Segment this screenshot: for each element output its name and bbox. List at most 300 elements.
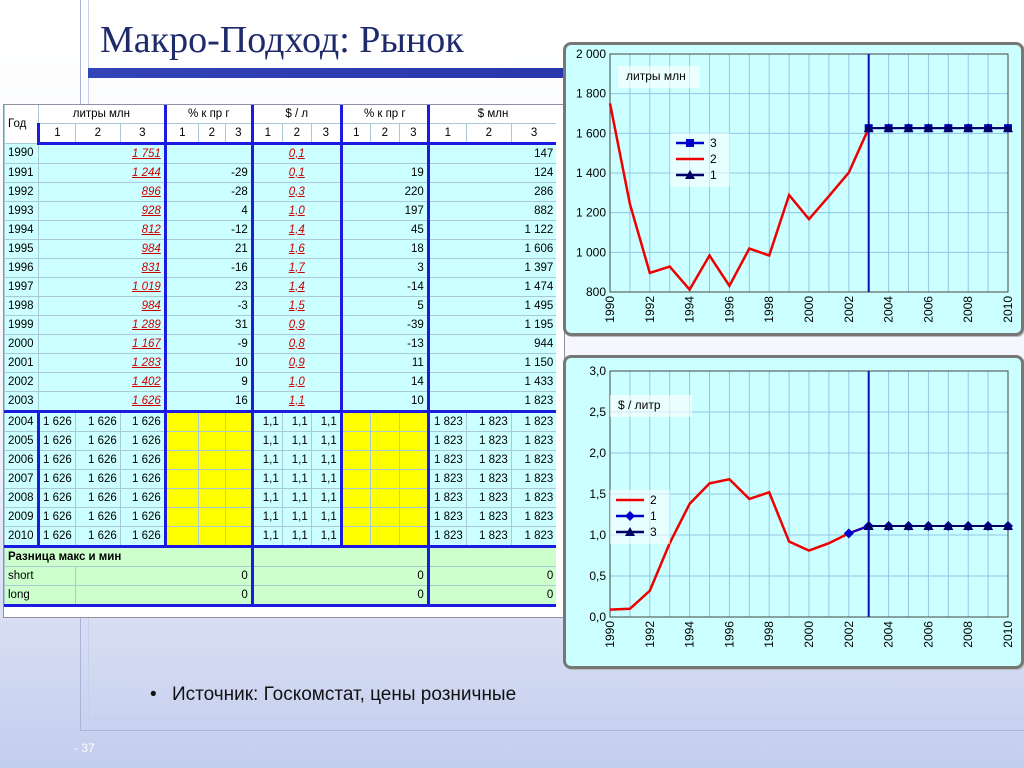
table-row xyxy=(5,567,557,586)
y-tick-label: 2,0 xyxy=(589,446,606,460)
usd-per-litre-cell: 1,1 xyxy=(252,412,282,432)
usd-mln-cell: 1 823 xyxy=(511,412,556,432)
y-tick-label: 2 000 xyxy=(575,47,606,61)
x-tick-label: 1996 xyxy=(722,296,737,323)
summary-label: long xyxy=(5,586,76,606)
forecast-pct-cell xyxy=(399,470,428,489)
forecast-pct-cell xyxy=(370,451,399,470)
usd-mln-cell: 1 823 xyxy=(511,451,556,470)
usd-per-litre-cell: 1,1 xyxy=(282,412,311,432)
table-row xyxy=(5,354,557,373)
forecast-pct-cell xyxy=(341,527,370,547)
usd-per-litre-cell: 1,1 xyxy=(311,508,341,527)
forecast-pct-cell xyxy=(370,470,399,489)
x-tick-label: 2000 xyxy=(802,621,816,648)
forecast-pct-cell xyxy=(165,470,198,489)
usd-mln-cell: 1 823 xyxy=(428,527,466,547)
forecast-pct-cell xyxy=(225,470,252,489)
y-tick-label: 1,5 xyxy=(589,487,606,501)
y-tick-label: 2,5 xyxy=(589,405,606,419)
summary-cell xyxy=(252,547,428,567)
header-sub: 3 xyxy=(120,124,165,144)
litres-cell: 1 626 xyxy=(120,489,165,508)
usd-per-litre-cell: 1,1 xyxy=(282,432,311,451)
litres-cell: 1 402 xyxy=(39,373,166,392)
litres-cell: 1 283 xyxy=(39,354,166,373)
usd-mln-cell: 1 122 xyxy=(428,221,556,240)
pct-cell: 5 xyxy=(341,297,428,316)
usd-per-litre-cell: 1,1 xyxy=(252,470,282,489)
pct-cell: 4 xyxy=(165,202,252,221)
pct-cell: 3 xyxy=(341,259,428,278)
year-cell: 1997 xyxy=(5,278,39,297)
litres-cell: 896 xyxy=(39,183,166,202)
forecast-pct-cell xyxy=(225,451,252,470)
usd-per-litre-cell: 1,1 xyxy=(282,470,311,489)
year-cell: 2010 xyxy=(5,527,39,547)
table-row xyxy=(5,144,557,164)
table-row xyxy=(5,202,557,221)
x-tick-label: 2006 xyxy=(921,296,936,323)
forecast-pct-cell xyxy=(225,489,252,508)
x-tick-label: 2006 xyxy=(921,621,936,648)
year-cell: 1995 xyxy=(5,240,39,259)
frame-horizontal-line-inner xyxy=(88,718,1024,719)
y-tick-label: 0,0 xyxy=(589,610,606,624)
litres-cell: 1 626 xyxy=(120,470,165,489)
table-row xyxy=(5,508,557,527)
litres-cell: 1 626 xyxy=(120,432,165,451)
summary-cell xyxy=(428,547,556,567)
litres-cell: 1 626 xyxy=(75,432,120,451)
year-cell: 1998 xyxy=(5,297,39,316)
table-row xyxy=(5,278,557,297)
litres-cell: 1 626 xyxy=(39,412,76,432)
y-tick-label: 1 000 xyxy=(575,245,606,260)
pct-cell: 21 xyxy=(165,240,252,259)
usd-per-litre-cell: 1,0 xyxy=(252,202,341,221)
header-sub: 1 xyxy=(165,124,198,144)
forecast-pct-cell xyxy=(370,489,399,508)
header-sub: 1 xyxy=(428,124,466,144)
forecast-pct-cell xyxy=(165,527,198,547)
litres-cell: 831 xyxy=(39,259,166,278)
spreadsheet-grid xyxy=(4,105,556,607)
usd-per-litre-cell: 1,1 xyxy=(311,432,341,451)
pct-cell xyxy=(165,144,252,164)
litres-cell: 928 xyxy=(39,202,166,221)
header-sub: 3 xyxy=(399,124,428,144)
pct-cell: -28 xyxy=(165,183,252,202)
usd-mln-cell: 1 823 xyxy=(511,432,556,451)
usd-per-litre-cell: 1,1 xyxy=(282,508,311,527)
usd-mln-cell: 1 823 xyxy=(428,451,466,470)
year-cell: 1994 xyxy=(5,221,39,240)
usd-per-litre-cell: 1,1 xyxy=(311,412,341,432)
forecast-pct-cell xyxy=(198,508,225,527)
table-row xyxy=(5,105,557,124)
pct-cell: -9 xyxy=(165,335,252,354)
forecast-pct-cell xyxy=(341,489,370,508)
x-tick-label: 1994 xyxy=(682,296,697,323)
header-sub: 2 xyxy=(370,124,399,144)
usd-per-litre-cell: 1,1 xyxy=(252,508,282,527)
x-tick-label: 1992 xyxy=(642,296,657,323)
x-tick-label: 1990 xyxy=(603,296,617,323)
forecast-pct-cell xyxy=(399,412,428,432)
header-sub: 3 xyxy=(311,124,341,144)
forecast-pct-cell xyxy=(198,470,225,489)
usd-per-litre-cell: 1,1 xyxy=(252,489,282,508)
price-chart xyxy=(566,358,1021,666)
table-row xyxy=(5,586,557,606)
price-chart-panel xyxy=(563,355,1024,669)
legend-marker-3 xyxy=(686,139,694,147)
year-cell: 2005 xyxy=(5,432,39,451)
legend-label: 3 xyxy=(650,525,657,539)
forecast-pct-cell xyxy=(225,527,252,547)
litres-cell: 1 626 xyxy=(39,451,76,470)
x-tick-label: 2010 xyxy=(1001,296,1015,323)
header-sub: 1 xyxy=(39,124,76,144)
year-cell: 1996 xyxy=(5,259,39,278)
forecast-pct-cell xyxy=(399,432,428,451)
litres-chart xyxy=(566,45,1021,333)
usd-per-litre-cell: 0,1 xyxy=(252,164,341,183)
forecast-pct-cell xyxy=(198,432,225,451)
pct-cell: 220 xyxy=(341,183,428,202)
pct-cell: 10 xyxy=(165,354,252,373)
forecast-pct-cell xyxy=(165,489,198,508)
usd-per-litre-cell: 0,9 xyxy=(252,316,341,335)
summary-title: Разница макс и мин xyxy=(5,547,253,567)
y-tick-label: 1 800 xyxy=(575,86,606,101)
litres-cell: 812 xyxy=(39,221,166,240)
table-row xyxy=(5,316,557,335)
pct-cell: -29 xyxy=(165,164,252,183)
table-row xyxy=(5,240,557,259)
forecast-pct-cell xyxy=(165,451,198,470)
usd-mln-cell: 882 xyxy=(428,202,556,221)
usd-mln-cell: 944 xyxy=(428,335,556,354)
pct-cell: -16 xyxy=(165,259,252,278)
table-row xyxy=(5,412,557,432)
litres-cell: 1 019 xyxy=(39,278,166,297)
forecast-pct-cell xyxy=(399,527,428,547)
usd-per-litre-cell: 1,1 xyxy=(282,527,311,547)
usd-per-litre-cell: 1,0 xyxy=(252,373,341,392)
pct-cell: 18 xyxy=(341,240,428,259)
usd-per-litre-cell: 1,1 xyxy=(282,451,311,470)
usd-per-litre-cell: 1,1 xyxy=(252,451,282,470)
usd-mln-cell: 1 823 xyxy=(511,489,556,508)
legend-label: 2 xyxy=(650,493,657,507)
summary-value: 0 xyxy=(75,586,252,606)
litres-cell: 1 626 xyxy=(120,412,165,432)
litres-cell: 1 626 xyxy=(75,470,120,489)
year-cell: 2008 xyxy=(5,489,39,508)
litres-cell: 1 167 xyxy=(39,335,166,354)
header-sub: 2 xyxy=(198,124,225,144)
header-sub: 2 xyxy=(466,124,511,144)
header-sub: 2 xyxy=(75,124,120,144)
year-cell: 2002 xyxy=(5,373,39,392)
usd-mln-cell: 1 495 xyxy=(428,297,556,316)
litres-cell: 1 626 xyxy=(39,432,76,451)
usd-per-litre-cell: 1,4 xyxy=(252,221,341,240)
litres-cell: 1 626 xyxy=(120,527,165,547)
legend-label: 1 xyxy=(650,509,657,523)
usd-mln-cell: 1 823 xyxy=(466,489,511,508)
pct-cell: 45 xyxy=(341,221,428,240)
y-tick-label: 800 xyxy=(585,285,606,299)
usd-per-litre-cell: 1,1 xyxy=(311,470,341,489)
forecast-pct-cell xyxy=(399,508,428,527)
table-row xyxy=(5,451,557,470)
table-row xyxy=(5,489,557,508)
usd-per-litre-cell: 1,5 xyxy=(252,297,341,316)
pct-cell: 31 xyxy=(165,316,252,335)
pct-cell: -12 xyxy=(165,221,252,240)
usd-mln-cell: 1 823 xyxy=(428,432,466,451)
usd-mln-cell: 1 823 xyxy=(511,527,556,547)
x-tick-label: 2010 xyxy=(1001,621,1015,648)
table-row xyxy=(5,373,557,392)
x-tick-label: 1996 xyxy=(722,621,737,648)
summary-value: 0 xyxy=(252,586,428,606)
x-tick-label: 1990 xyxy=(603,621,617,648)
usd-mln-cell: 1 823 xyxy=(466,527,511,547)
summary-value: 0 xyxy=(75,567,252,586)
table-row xyxy=(5,297,557,316)
table-row xyxy=(5,527,557,547)
litres-cell: 1 626 xyxy=(39,392,166,412)
forecast-pct-cell xyxy=(341,432,370,451)
usd-mln-cell: 1 606 xyxy=(428,240,556,259)
usd-per-litre-cell: 1,1 xyxy=(282,489,311,508)
x-tick-label: 2008 xyxy=(961,296,976,323)
table-row xyxy=(5,124,557,144)
pct-cell: 11 xyxy=(341,354,428,373)
header-group: % к пр г xyxy=(341,105,428,124)
y-tick-label: 3,0 xyxy=(589,364,606,378)
y-tick-label: 1 600 xyxy=(575,126,606,141)
pct-cell xyxy=(341,144,428,164)
table-row xyxy=(5,183,557,202)
litres-cell: 1 289 xyxy=(39,316,166,335)
x-tick-label: 2000 xyxy=(802,296,816,323)
table-row xyxy=(5,470,557,489)
table-row xyxy=(5,164,557,183)
header-group: $ / л xyxy=(252,105,341,124)
pct-cell: 9 xyxy=(165,373,252,392)
usd-mln-cell: 1 823 xyxy=(466,412,511,432)
header-group: % к пр г xyxy=(165,105,252,124)
forecast-pct-cell xyxy=(370,412,399,432)
usd-mln-cell: 1 823 xyxy=(466,451,511,470)
usd-per-litre-cell: 1,6 xyxy=(252,240,341,259)
usd-mln-cell: 1 823 xyxy=(428,508,466,527)
header-year: Год xyxy=(5,105,39,144)
usd-mln-cell: 1 823 xyxy=(511,508,556,527)
source-bullet xyxy=(150,684,516,706)
litres-cell: 1 626 xyxy=(39,508,76,527)
forecast-pct-cell xyxy=(165,508,198,527)
x-tick-label: 2004 xyxy=(881,296,896,323)
x-tick-label: 2002 xyxy=(841,296,856,323)
pct-cell: 19 xyxy=(341,164,428,183)
usd-mln-cell: 1 823 xyxy=(428,412,466,432)
year-cell: 2003 xyxy=(5,392,39,412)
source-text: Источник: Госкомстат, цены розничные xyxy=(171,684,517,705)
forecast-pct-cell xyxy=(399,451,428,470)
usd-per-litre-cell: 1,1 xyxy=(252,527,282,547)
chart-title: $ / литр xyxy=(618,398,661,412)
usd-mln-cell: 1 433 xyxy=(428,373,556,392)
usd-mln-cell: 1 823 xyxy=(428,392,556,412)
pct-cell: -39 xyxy=(341,316,428,335)
litres-chart-panel xyxy=(563,42,1024,336)
litres-cell: 1 626 xyxy=(75,489,120,508)
x-tick-label: 2004 xyxy=(881,621,896,648)
summary-value: 0 xyxy=(428,567,556,586)
x-tick-label: 1998 xyxy=(762,621,777,648)
year-cell: 2001 xyxy=(5,354,39,373)
header-sub: 3 xyxy=(225,124,252,144)
header-sub: 3 xyxy=(511,124,556,144)
pct-cell: 10 xyxy=(341,392,428,412)
year-cell: 1991 xyxy=(5,164,39,183)
year-cell: 2007 xyxy=(5,470,39,489)
page-number: - 37 xyxy=(74,741,95,755)
table-row xyxy=(5,335,557,354)
year-cell: 1993 xyxy=(5,202,39,221)
header-sub: 1 xyxy=(341,124,370,144)
year-cell: 1990 xyxy=(5,144,39,164)
legend-label: 2 xyxy=(710,152,717,166)
usd-per-litre-cell: 1,4 xyxy=(252,278,341,297)
bullet-marker: • xyxy=(150,684,157,705)
usd-per-litre-cell: 1,1 xyxy=(252,392,341,412)
year-cell: 1999 xyxy=(5,316,39,335)
x-tick-label: 2008 xyxy=(961,621,976,648)
usd-per-litre-cell: 0,9 xyxy=(252,354,341,373)
year-cell: 2009 xyxy=(5,508,39,527)
table-row xyxy=(5,259,557,278)
usd-per-litre-cell: 1,1 xyxy=(311,527,341,547)
year-cell: 2004 xyxy=(5,412,39,432)
litres-cell: 1 244 xyxy=(39,164,166,183)
chart-title: литры млн xyxy=(626,69,686,83)
litres-cell: 1 626 xyxy=(39,527,76,547)
pct-cell: 197 xyxy=(341,202,428,221)
frame-horizontal-line xyxy=(80,730,1024,731)
summary-value: 0 xyxy=(252,567,428,586)
forecast-pct-cell xyxy=(198,527,225,547)
pct-cell: -14 xyxy=(341,278,428,297)
usd-per-litre-cell: 0,8 xyxy=(252,335,341,354)
litres-cell: 984 xyxy=(39,297,166,316)
forecast-pct-cell xyxy=(198,489,225,508)
usd-mln-cell: 1 823 xyxy=(466,432,511,451)
header-group: $ млн xyxy=(428,105,556,124)
litres-cell: 1 626 xyxy=(75,508,120,527)
litres-cell: 1 626 xyxy=(39,489,76,508)
market-data-table xyxy=(3,104,565,618)
x-tick-label: 2002 xyxy=(841,621,856,648)
y-tick-label: 0,5 xyxy=(589,569,606,583)
year-cell: 1992 xyxy=(5,183,39,202)
table-row xyxy=(5,392,557,412)
forecast-pct-cell xyxy=(165,412,198,432)
legend-label: 1 xyxy=(710,168,717,182)
legend-label: 3 xyxy=(710,136,717,150)
pct-cell: -13 xyxy=(341,335,428,354)
usd-per-litre-cell: 1,1 xyxy=(311,489,341,508)
litres-cell: 1 626 xyxy=(75,451,120,470)
year-cell: 2006 xyxy=(5,451,39,470)
usd-mln-cell: 1 474 xyxy=(428,278,556,297)
litres-cell: 1 626 xyxy=(120,508,165,527)
forecast-pct-cell xyxy=(370,508,399,527)
forecast-pct-cell xyxy=(225,432,252,451)
forecast-pct-cell xyxy=(198,451,225,470)
pct-cell: 16 xyxy=(165,392,252,412)
usd-mln-cell: 1 823 xyxy=(466,508,511,527)
usd-mln-cell: 1 397 xyxy=(428,259,556,278)
usd-per-litre-cell: 1,7 xyxy=(252,259,341,278)
forecast-pct-cell xyxy=(225,412,252,432)
table-row xyxy=(5,547,557,567)
table-row xyxy=(5,432,557,451)
litres-cell: 1 626 xyxy=(75,412,120,432)
year-cell: 2000 xyxy=(5,335,39,354)
forecast-pct-cell xyxy=(370,432,399,451)
y-tick-label: 1 400 xyxy=(575,166,606,180)
forecast-pct-cell xyxy=(165,432,198,451)
usd-mln-cell: 1 150 xyxy=(428,354,556,373)
forecast-pct-cell xyxy=(225,508,252,527)
usd-mln-cell: 147 xyxy=(428,144,556,164)
forecast-pct-cell xyxy=(370,527,399,547)
usd-per-litre-cell: 1,1 xyxy=(252,432,282,451)
slide-title: Макро-Подход: Рынок xyxy=(100,19,464,61)
header-sub: 2 xyxy=(282,124,311,144)
litres-cell: 1 751 xyxy=(39,144,166,164)
header-sub: 1 xyxy=(252,124,282,144)
table-row xyxy=(5,221,557,240)
summary-label: short xyxy=(5,567,76,586)
litres-cell: 1 626 xyxy=(75,527,120,547)
forecast-pct-cell xyxy=(341,451,370,470)
usd-mln-cell: 1 823 xyxy=(511,470,556,489)
litres-cell: 1 626 xyxy=(120,451,165,470)
usd-mln-cell: 1 195 xyxy=(428,316,556,335)
x-tick-label: 1994 xyxy=(682,621,697,648)
usd-mln-cell: 124 xyxy=(428,164,556,183)
litres-cell: 1 626 xyxy=(39,470,76,489)
header-group: литры млн xyxy=(39,105,166,124)
usd-mln-cell: 1 823 xyxy=(466,470,511,489)
pct-cell: 23 xyxy=(165,278,252,297)
forecast-pct-cell xyxy=(341,412,370,432)
usd-per-litre-cell: 0,1 xyxy=(252,144,341,164)
litres-cell: 984 xyxy=(39,240,166,259)
forecast-pct-cell xyxy=(341,470,370,489)
forecast-pct-cell xyxy=(399,489,428,508)
usd-per-litre-cell: 1,1 xyxy=(311,451,341,470)
usd-mln-cell: 1 823 xyxy=(428,470,466,489)
